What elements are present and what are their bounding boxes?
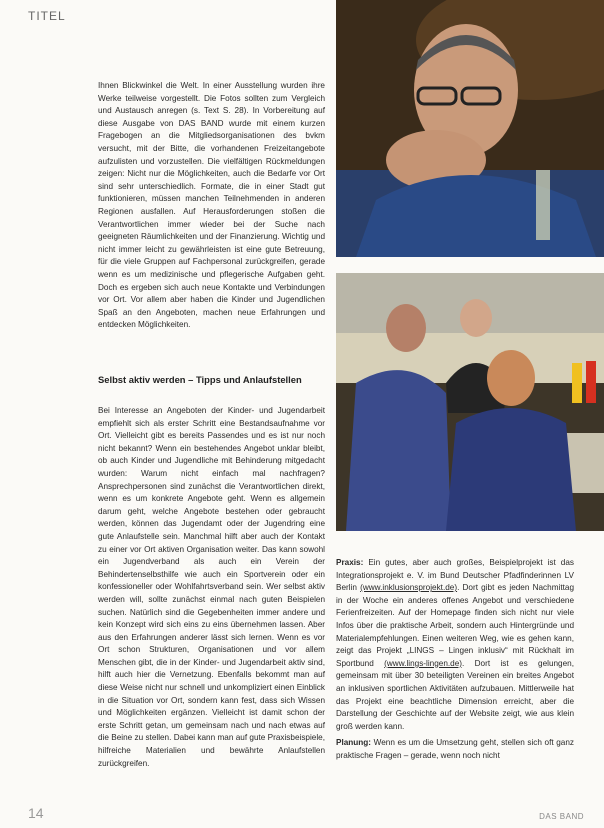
praxis-label: Praxis: [336,558,364,567]
section-tag: TITEL [28,9,66,23]
body-text-practice [336,557,574,767]
praxis-text-2: . Dort gibt es jeden Nachmittag in der Woche ein anderes offenes Angebot und verschiedene Ferienfreizeiten. Auf der Homepage finden sich nicht nur viele Infos über die praktische Arbeit, sondern auch Hintergründe und Materialempfehlungen. Einen weiteren Weg, wie es gehen kann, zeigt das Projekt „LINGS – Lingen inklusiv“ mit Rückhalt im Sportbund [336,583,574,668]
footer-brand: DAS BAND [539,812,584,821]
photo-man-drinking [336,0,604,257]
body-text-tips [98,405,325,770]
subheading: Selbst aktiv werden – Tipps und Anlaufstellen [98,374,302,385]
body-text-intro [98,80,325,332]
photo-group-table [336,273,604,531]
praxis-paragraph [336,557,574,733]
praxis-text: Ein gutes, aber auch großes, Beispielprojekt ist das Integrationsprojekt e. V. im Bund Deutscher Pfadfinderinnen LV Berlin [336,558,575,593]
tips-paragraph: Bei Interesse an Angeboten der Kinder- und Jugendarbeit empfiehlt sich als erster Schritt eine Bestandsaufnahme vor Ort. Vielleicht gibt es bereits Passendes und es ist nur noch nicht bekannt? Wenn ein bestehendes Angebot unklar bleibt, ob auch Kinder und Jugendliche mit Behinderung mitgedacht wurden: Warum nicht einfach mal nachfragen? Ansprechpersonen sind zunächst die Verantwortlichen direkt, wenn es um konkrete Angebote geht. Wenn es allgemein darum geht, welche Angebote bestehen oder gebraucht werden, können das Jugendamt oder der Jugendring eine gute Anlaufstelle sein. Manchmal hilft aber auch der Kontakt zu einer vor Ort aktiven Organisation weiter. Das kann sowohl ein Jugendverband als auch ein Verein der Behindertenselbsthilfe wie auch ein Sportverein oder ein konfessioneller oder Wohlfahrtsverband sein. Wer selbst aktiv werden will, sollte zunächst einmal nach guten Beispielen suchen. Natürlich sind die Gegebenheiten immer andere und kein Konzept wird sich eins zu eins übernehmen lassen. Aber aus den Erfahrungen anderer lässt sich lernen. Wenn es vor Ort schon Strukturen, Organisationen und vor allem Menschen gibt, die in der Kinder- und Jugendarbeit aktiv sind, hilft auch hier die Vernetzung. Ebenfalls bekommt man auf diese Weise nicht nur schnell und unkompliziert einen Einblick in die Situation vor Ort, sondern kann fest, dass sich Wissen und Möglichkeiten ergänzen. Vielleicht ist damit schon der erste Schritt getan, um gemeinsam nach und nach etwas auf die Beine zu stellen. Dabei kann man auf gute Praxisbeispiele, hilfreiche Materialien und bewährte Anlaufstellen zurückgreifen. [98,406,325,768]
planung-label: Planung: [336,738,372,748]
intro-paragraph: Ihnen Blickwinkel die Welt. In einer Ausstellung wurden ihre Werke teilweise vorgestellt. Die Fotos sollten zum Vergleich und Austausch anregen (s. Text S. 28). In Vorbereitung auf diese Ausgabe von DAS BAND wurde mit einem kurzen Fragebogen an die Mitgliedsorganisationen des bvkm versucht, mit der Bitte, die vorhandenen Freizeitangebote aufzulisten und vorzustellen. Die vielfältigen Rückmeldungen zeigen: Nicht nur die Möglichkeiten, auch die Bedarfe vor Ort sind sehr unterschiedlich. Formate, die in einer Stadt gut funktionieren, müssen manchen Teilnehmenden in anderen Regionen ausfallen. Auf Herausforderungen stoßen die Verantwortlichen immer wieder bei der Suche nach geeigneten Räumlichkeiten und der Finanzierung. Wichtig und nicht immer leicht zu gewährleisten ist eine gute Betreuung, für die viele Gruppen auf Fachpersonal zurückgreifen, gerade wenn es um medizinische und pflegerische Aufgaben geht. Doch es ergeben sich auch neue Kontakte und Verbindungen vor Ort. Vor allem aber haben die Kinder und Jugendlichen Spaß an den Angeboten, machen neue Erfahrungen und entdecken Möglichkeiten. [98,81,325,330]
praxis-text-3: . Dort ist es gelungen, gemeinsam mit über 30 beteiligten Vereinen ein breites Angebot an inklusiven sportlichen Aktivitäten aufzubauen. Mittlerweile hat das Projekt eine beachtliche Dimension erreicht, aber die Darstellung der Geschichte auf der Website zeigt, wie aus klein groß werden kann. [336,658,574,731]
link-inklusionsprojekt[interactable]: (www.inklusionsprojekt.de) [360,583,458,593]
link-lings[interactable]: (www.lings-lingen.de) [384,658,462,668]
planung-paragraph [336,737,574,762]
planung-text: Wenn es um die Umsetzung geht, stellen sich oft ganz praktische Fragen – gerade, wenn noch nicht [336,738,574,760]
page-number: 14 [28,805,44,821]
